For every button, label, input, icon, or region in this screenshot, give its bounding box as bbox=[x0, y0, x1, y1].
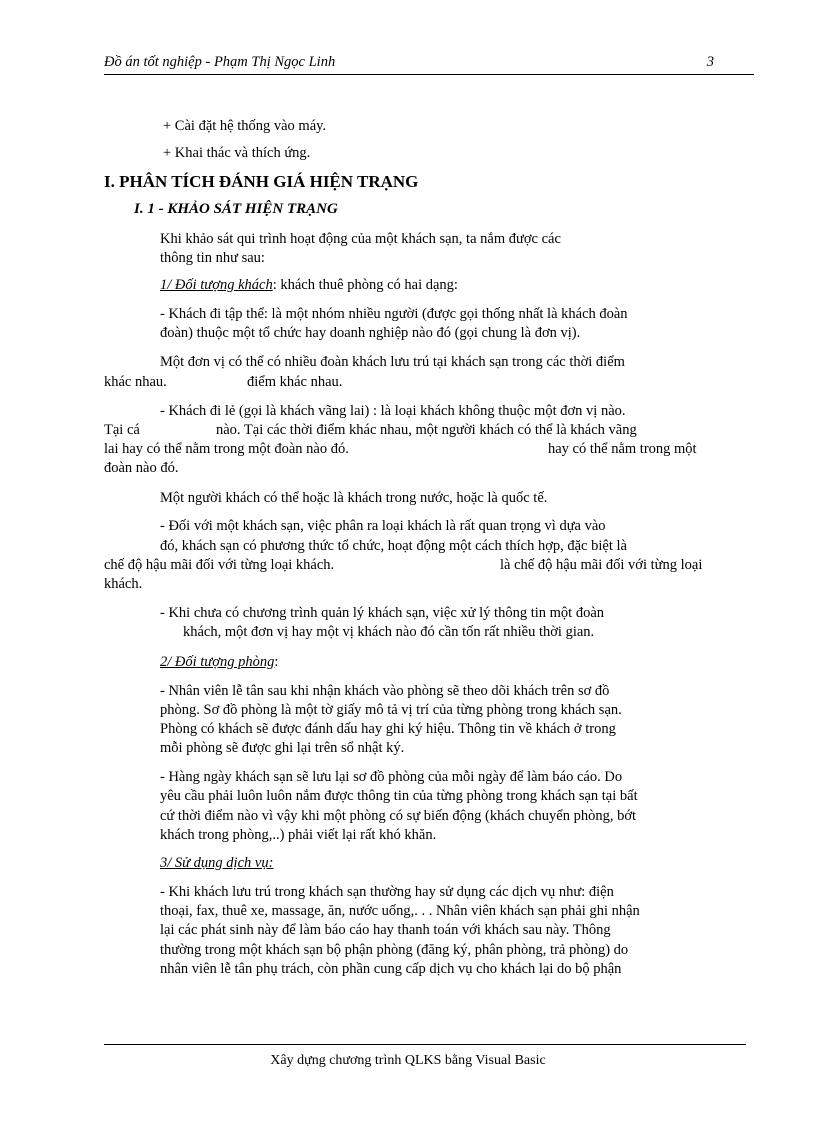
text-line: đoàn nào đó. bbox=[104, 460, 179, 476]
page-header bbox=[104, 54, 754, 75]
text-line: khách, một đơn vị hay một vị khách nào đó cần tốn rất nhiều thời gian. bbox=[183, 624, 595, 640]
text-line: - Khách đi lẻ (gọi là khách vãng lai) : là loại khách không thuộc một đơn vị nào. bbox=[160, 403, 626, 419]
text-line: Khi khảo sát qui trình hoạt động của một khách sạn, ta nắm được các bbox=[160, 231, 561, 247]
text-line: lai hay có thể nằm trong một đoàn nào đó. bbox=[104, 441, 349, 457]
subheading-label: 2/ Đối tượng phòng bbox=[160, 654, 275, 670]
text-line: đoàn) thuộc một tổ chức hay doanh nghiệp nào đó (gọi chung là đơn vị). bbox=[160, 325, 581, 341]
text-line: Một người khách có thể hoặc là khách trong nước, hoặc là quốc tế. bbox=[160, 490, 548, 506]
text-line: điểm khác nhau. bbox=[247, 374, 343, 390]
text-line: là chế độ hậu mãi đối với từng loại bbox=[500, 557, 703, 573]
text-line: Phòng có khách sẽ được đánh dấu hay ghi ký hiệu. Thông tin về khách ở trong bbox=[160, 721, 616, 737]
text-line: khách trong phòng,..) phải viết lại rất khó khăn. bbox=[160, 827, 437, 843]
text-line: + Khai thác và thích ứng. bbox=[163, 145, 311, 161]
subheading-label: 3/ Sử dụng dịch vụ: bbox=[160, 855, 274, 871]
subheading-rest: : khách thuê phòng có hai dạng: bbox=[272, 277, 458, 293]
text-line: + Cài đặt hệ thống vào máy. bbox=[163, 118, 327, 134]
text-line: yêu cầu phải luôn luôn nắm được thông tin của từng phòng trong khách sạn tại bất bbox=[160, 788, 638, 804]
text-line: đó, khách sạn có phương thức tổ chức, hoạt động một cách thích hợp, đặc biệt là bbox=[160, 538, 627, 554]
subsection-heading: I. 1 - KHẢO SÁT HIỆN TRẠNG bbox=[134, 201, 338, 217]
text-line: cứ thời điểm nào vì vậy khi một phòng có sự biến động (khách chuyển phòng, bớt bbox=[160, 808, 637, 824]
text-line: - Đối với một khách sạn, việc phân ra loại khách là rất quan trọng vì dựa vào bbox=[160, 518, 606, 534]
section-heading: I. PHÂN TÍCH ĐÁNH GIÁ HIỆN TRẠNG bbox=[104, 172, 419, 191]
text-line: Tại cá bbox=[104, 422, 140, 438]
text-line: khách. bbox=[104, 576, 143, 592]
subheading-doi-tuong-phong bbox=[160, 654, 278, 671]
text-line: - Nhân viên lễ tân sau khi nhận khách vào phòng sẽ theo dõi khách trên sơ đồ bbox=[160, 683, 610, 699]
subheading-su-dung-dich-vu bbox=[160, 855, 273, 872]
text-line: - Khách đi tập thể: là một nhóm nhiều người (được gọi thống nhất là khách đoàn bbox=[160, 306, 628, 322]
subheading-label: 1/ Đối tượng khách bbox=[160, 277, 273, 293]
text-line: chế độ hậu mãi đối với từng loại khách. bbox=[104, 557, 335, 573]
text-line: khác nhau. bbox=[104, 374, 167, 390]
text-line: mỗi phòng sẽ được ghi lại trên sổ nhật ký. bbox=[160, 740, 405, 756]
page-footer: Xây dựng chương trình QLKS bằng Visual Basic bbox=[270, 1053, 546, 1068]
text-line: thoại, fax, thuê xe, massage, ăn, nước uống,. . . Nhân viên khách sạn phải ghi nhận bbox=[160, 903, 640, 919]
text-line: phòng. Sơ đồ phòng là một tờ giấy mô tả vị trí của từng phòng trong khách sạn. bbox=[160, 702, 622, 718]
text-line: lại các phát sinh này để làm báo cáo hay thanh toán với khách sau này. Thông bbox=[160, 922, 611, 938]
text-line: - Khi khách lưu trú trong khách sạn thường hay sử dụng các dịch vụ như: điện bbox=[160, 884, 614, 900]
text-line: thường trong một khách sạn bộ phận phòng (đăng ký, phân phòng, trả phòng) do bbox=[160, 942, 629, 958]
text-line: - Hàng ngày khách sạn sẽ lưu lại sơ đồ phòng của mỗi ngày để làm báo cáo. Do bbox=[160, 769, 623, 785]
subheading-rest: : bbox=[274, 654, 279, 670]
page-number: 3 bbox=[706, 54, 714, 70]
text-line: hay có thể nằm trong một bbox=[548, 441, 697, 457]
header-title: Đồ án tốt nghiệp - Phạm Thị Ngọc Linh bbox=[104, 54, 336, 70]
text-line: Một đơn vị có thể có nhiều đoàn khách lưu trú tại khách sạn trong các thời điểm bbox=[160, 354, 625, 370]
text-line: nào. Tại các thời điểm khác nhau, một người khách có thể là khách vãng bbox=[216, 422, 637, 438]
subheading-doi-tuong-khach bbox=[160, 277, 458, 294]
footer-rule bbox=[104, 1044, 746, 1045]
text-line: nhân viên lễ tân phụ trách, còn phần cung cấp dịch vụ cho khách lại do bộ phận bbox=[160, 961, 622, 977]
text-line: thông tin như sau: bbox=[160, 250, 265, 266]
text-line: - Khi chưa có chương trình quản lý khách sạn, việc xử lý thông tin một đoàn bbox=[160, 605, 604, 621]
